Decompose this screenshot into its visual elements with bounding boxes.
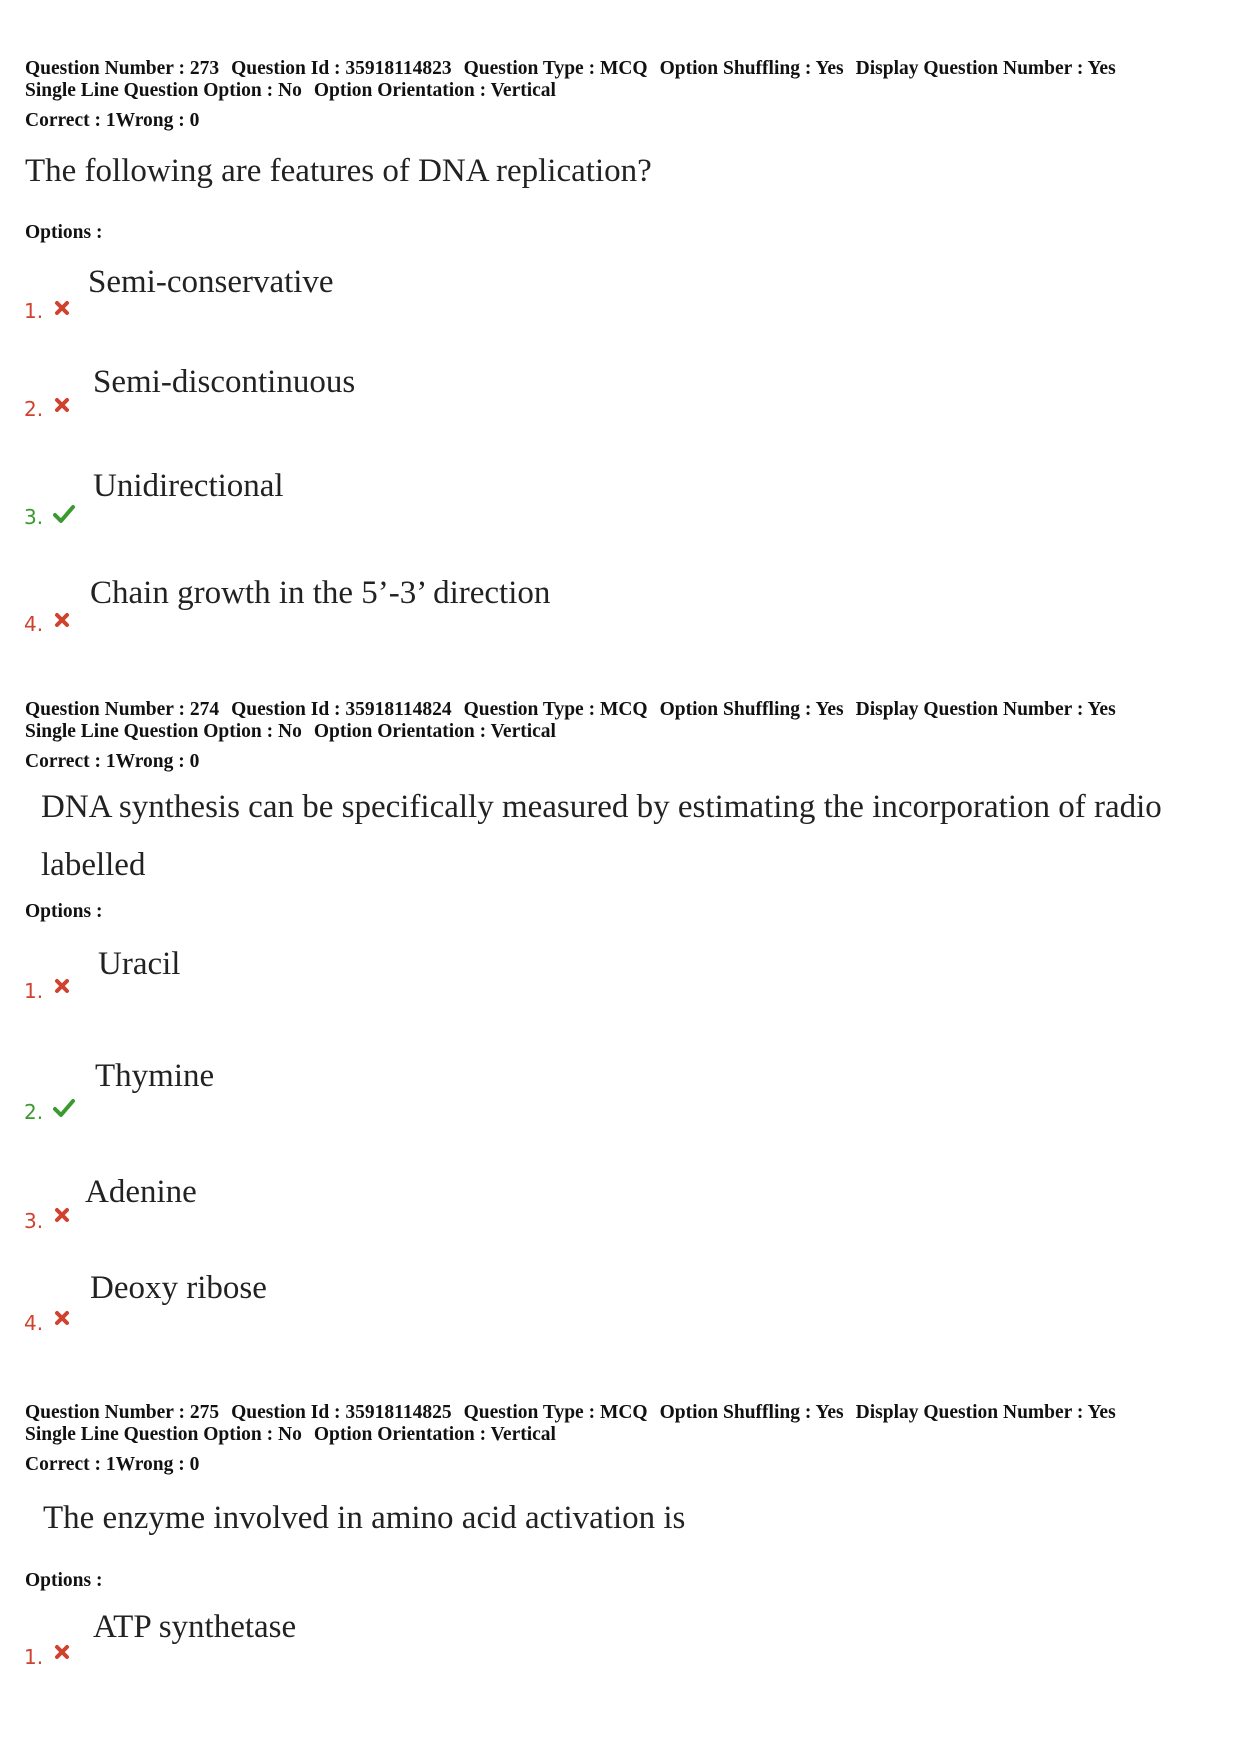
option-item <box>0 1607 1240 1667</box>
cross-mark-icon <box>52 610 72 630</box>
option-text: Semi-conservative <box>88 264 334 300</box>
option-number: 3. <box>24 505 44 529</box>
options-label: Options : <box>25 1570 103 1591</box>
option-number: 1. <box>24 1645 44 1669</box>
option-number: 1. <box>24 979 44 1003</box>
scoring-line <box>25 1454 199 1475</box>
question-id: Question Id : 35918114825 <box>231 1402 452 1423</box>
option-text: Semi-discontinuous <box>93 364 356 400</box>
option-item <box>0 1268 1240 1335</box>
option-text: Unidirectional <box>93 468 284 504</box>
correct-score: Correct : 1 <box>25 751 116 772</box>
single-line-option: Single Line Question Option : No <box>25 1424 302 1445</box>
question-meta-line2 <box>25 721 556 742</box>
option-text: ATP synthetase <box>93 1609 297 1645</box>
question-text-line: labelled <box>41 847 146 883</box>
question-type: Question Type : MCQ <box>463 1402 648 1423</box>
question-number: Question Number : 273 <box>25 58 220 79</box>
option-number: 2. <box>24 397 44 421</box>
display-question-number: Display Question Number : Yes <box>855 699 1116 720</box>
question-meta-line2 <box>25 1424 556 1445</box>
option-number: 4. <box>24 1311 44 1335</box>
option-number: 2. <box>24 1100 44 1124</box>
check-mark-icon <box>52 503 76 525</box>
scoring-line <box>25 110 199 131</box>
wrong-score: Wrong : 0 <box>115 110 200 131</box>
correct-score: Correct : 1 <box>25 1454 116 1475</box>
single-line-option: Single Line Question Option : No <box>25 80 302 101</box>
option-number: 1. <box>24 299 44 323</box>
display-question-number: Display Question Number : Yes <box>855 1402 1116 1423</box>
question-number: Question Number : 275 <box>25 1402 220 1423</box>
wrong-score: Wrong : 0 <box>115 751 200 772</box>
question-text: The following are features of DNA replication? <box>25 153 652 189</box>
single-line-option: Single Line Question Option : No <box>25 721 302 742</box>
option-text: Adenine <box>85 1174 197 1210</box>
option-item <box>0 1056 1240 1124</box>
display-question-number: Display Question Number : Yes <box>855 58 1116 79</box>
question-meta-line1 <box>25 58 1116 79</box>
cross-mark-icon <box>52 298 72 318</box>
question-text-line: DNA synthesis can be specifically measured by estimating the incorporation of radio <box>41 789 1162 825</box>
question-meta-line1 <box>25 699 1116 720</box>
option-orientation: Option Orientation : Vertical <box>313 721 556 742</box>
cross-mark-icon <box>52 1205 72 1225</box>
wrong-score: Wrong : 0 <box>115 1454 200 1475</box>
option-orientation: Option Orientation : Vertical <box>313 1424 556 1445</box>
option-text: Deoxy ribose <box>90 1270 267 1306</box>
question-id: Question Id : 35918114824 <box>231 699 452 720</box>
option-shuffling: Option Shuffling : Yes <box>659 1402 844 1423</box>
option-item <box>0 362 1240 422</box>
option-orientation: Option Orientation : Vertical <box>313 80 556 101</box>
question-id: Question Id : 35918114823 <box>231 58 452 79</box>
question-meta-line2 <box>25 80 556 101</box>
question-type: Question Type : MCQ <box>463 58 648 79</box>
option-item <box>0 466 1240 529</box>
options-label: Options : <box>25 901 103 922</box>
option-text: Uracil <box>98 946 181 982</box>
question-number: Question Number : 274 <box>25 699 220 720</box>
cross-mark-icon <box>52 976 72 996</box>
check-mark-icon <box>52 1097 76 1119</box>
option-item <box>0 944 1240 1004</box>
option-item <box>0 573 1240 636</box>
cross-mark-icon <box>52 1642 72 1662</box>
options-label: Options : <box>25 222 103 243</box>
scoring-line <box>25 751 199 772</box>
question-type: Question Type : MCQ <box>463 699 648 720</box>
option-number: 3. <box>24 1209 44 1233</box>
cross-mark-icon <box>52 395 72 415</box>
cross-mark-icon <box>52 1308 72 1328</box>
option-shuffling: Option Shuffling : Yes <box>659 58 844 79</box>
option-item <box>0 1172 1240 1232</box>
question-meta-line1 <box>25 1402 1116 1423</box>
option-text: Chain growth in the 5’-3’ direction <box>90 575 551 611</box>
option-number: 4. <box>24 612 44 636</box>
correct-score: Correct : 1 <box>25 110 116 131</box>
question-text: The enzyme involved in amino acid activation is <box>43 1500 686 1536</box>
option-shuffling: Option Shuffling : Yes <box>659 699 844 720</box>
option-item <box>0 262 1240 322</box>
option-text: Thymine <box>95 1058 215 1094</box>
